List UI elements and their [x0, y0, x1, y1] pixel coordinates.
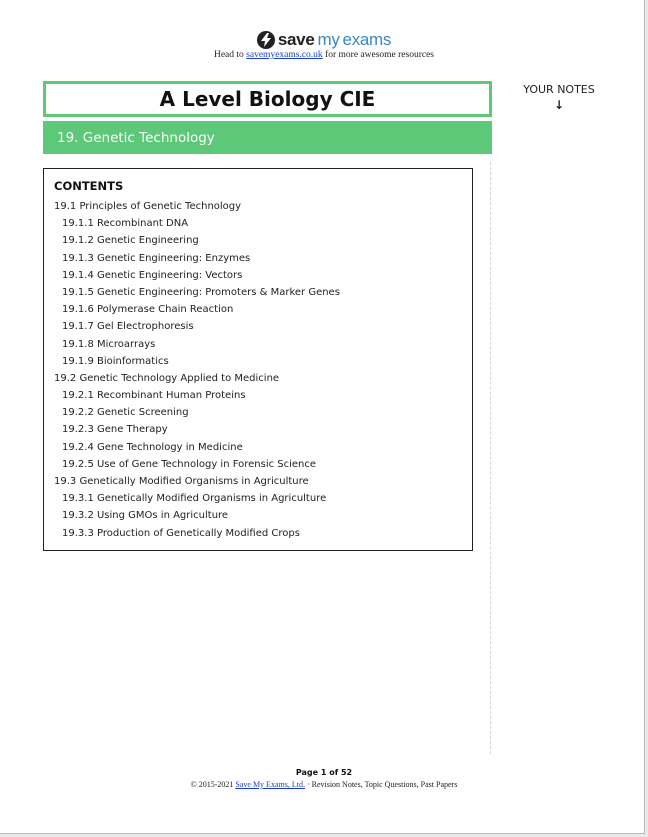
toc-subsection-item[interactable]: 19.3.1 Genetically Modified Organisms in Agriculture	[62, 493, 327, 505]
contents-box	[43, 168, 473, 551]
brand-exams-text: exams	[342, 30, 392, 49]
toc-subsection-item[interactable]: 19.3.3 Production of Genetically Modified Crops	[62, 527, 300, 539]
page-number: Page 1 of 52	[295, 768, 353, 777]
copyright-prefix: © 2015-2021	[190, 780, 236, 789]
toc-subsection-item[interactable]: 19.1.4 Genetic Engineering: Vectors	[62, 269, 243, 281]
toc-subsection-item[interactable]: 19.2.4 Gene Technology in Medicine	[62, 441, 243, 453]
toc-section-item[interactable]: 19.3 Genetically Modified Organisms in Agriculture	[54, 476, 309, 487]
lightning-bolt-icon	[257, 31, 275, 49]
toc-section-item[interactable]: 19.1 Principles of Genetic Technology	[54, 201, 242, 212]
copyright-suffix: · Revision Notes, Topic Questions, Past Papers	[304, 780, 458, 789]
document-title: A Level Biology CIE	[159, 87, 376, 111]
toc-subsection-item[interactable]: 19.1.1 Recombinant DNA	[62, 218, 189, 230]
toc-subsection-item[interactable]: 19.1.5 Genetic Engineering: Promoters & Marker Genes	[62, 286, 340, 298]
toc-subsection-item[interactable]: 19.1.2 Genetic Engineering	[62, 235, 199, 247]
brand-logo[interactable]	[0, 30, 648, 52]
toc-subsection-item[interactable]: 19.2.2 Genetic Screening	[62, 407, 189, 419]
notes-divider	[490, 162, 491, 754]
toc-subsection-item[interactable]: 19.2.1 Recombinant Human Proteins	[62, 390, 246, 402]
tagline-prefix: Head to	[213, 50, 247, 60]
toc-subsection-item[interactable]: 19.1.7 Gel Electrophoresis	[62, 321, 194, 333]
down-arrow-icon: ↓	[553, 98, 565, 112]
footer-copyright	[0, 780, 648, 789]
your-notes-label: YOUR NOTES	[523, 83, 595, 96]
brand-save-text: save	[277, 30, 315, 49]
document-title-box	[43, 81, 492, 117]
contents-list	[54, 198, 340, 542]
contents-heading: CONTENTS	[54, 179, 124, 193]
toc-subsection-item[interactable]: 19.1.9 Bioinformatics	[62, 355, 169, 367]
tagline-suffix: for more awesome resources	[322, 50, 435, 60]
brand-my-text: my	[317, 30, 340, 49]
toc-subsection-item[interactable]: 19.1.8 Microarrays	[62, 338, 156, 350]
save-my-exams-link[interactable]: Save My Exams, Ltd.	[235, 780, 305, 789]
toc-subsection-item[interactable]: 19.1.6 Polymerase Chain Reaction	[62, 304, 234, 316]
section-banner	[43, 121, 492, 154]
savemyexams-link[interactable]: savemyexams.co.uk	[246, 50, 323, 60]
toc-subsection-item[interactable]: 19.2.3 Gene Therapy	[62, 424, 168, 436]
toc-subsection-item[interactable]: 19.1.3 Genetic Engineering: Enzymes	[62, 252, 251, 264]
toc-section-item[interactable]: 19.2 Genetic Technology Applied to Medicine	[54, 372, 280, 384]
toc-subsection-item[interactable]: 19.3.2 Using GMOs in Agriculture	[62, 510, 229, 522]
section-title: 19. Genetic Technology	[57, 129, 215, 146]
toc-subsection-item[interactable]: 19.2.5 Use of Gene Technology in Forensic Science	[62, 458, 317, 470]
header-tagline	[0, 50, 648, 60]
